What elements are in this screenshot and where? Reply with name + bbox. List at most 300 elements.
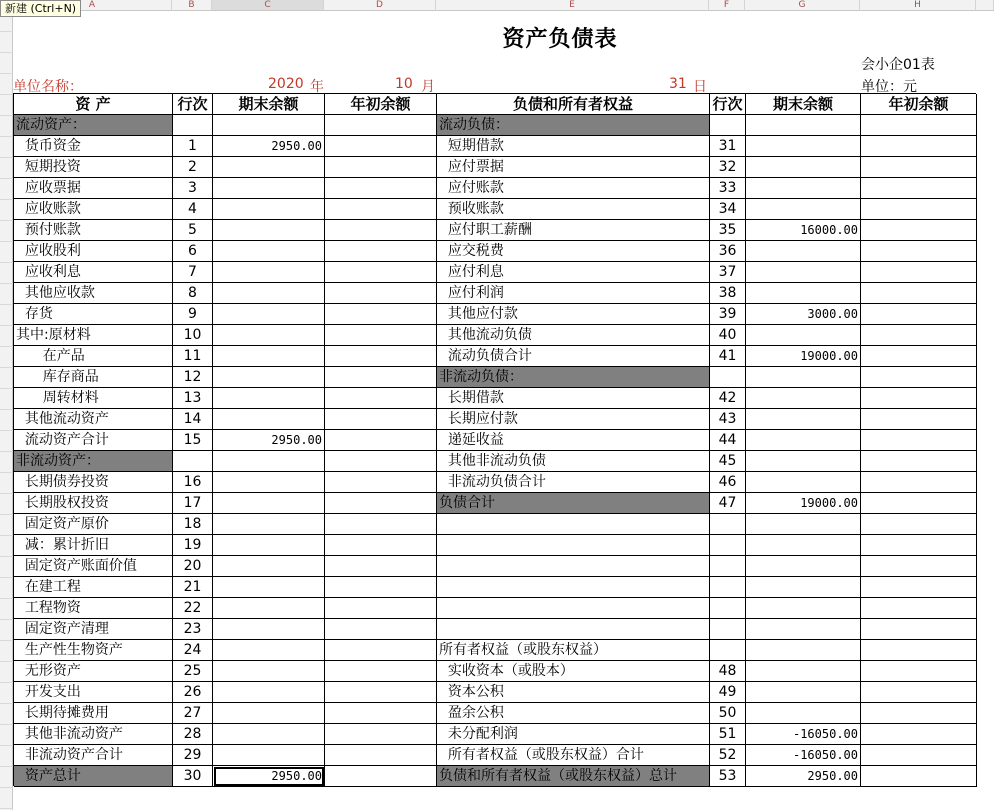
asset-begin-balance-cell[interactable] — [325, 115, 437, 136]
liability-end-balance-cell[interactable]: 19000.00 — [746, 346, 861, 367]
column-header-a[interactable]: A — [13, 0, 172, 11]
liability-end-balance-cell[interactable] — [746, 577, 861, 598]
asset-end-balance-cell[interactable] — [213, 262, 325, 283]
asset-end-balance-cell[interactable] — [213, 367, 325, 388]
liability-end-balance-cell[interactable] — [746, 115, 861, 136]
asset-line-no-cell[interactable]: 18 — [173, 514, 213, 535]
liability-begin-balance-cell[interactable] — [861, 241, 977, 262]
form-code: 会小企01表 — [861, 57, 935, 73]
liability-begin-balance-cell[interactable] — [861, 409, 977, 430]
liability-begin-balance-cell[interactable] — [861, 703, 977, 724]
asset-line-no-cell[interactable]: 22 — [173, 598, 213, 619]
asset-name-cell[interactable]: 长期股权投资 — [14, 493, 173, 514]
liability-begin-balance-cell[interactable] — [861, 598, 977, 619]
asset-name-cell[interactable]: 无形资产 — [14, 661, 173, 682]
liability-end-balance-cell[interactable] — [746, 598, 861, 619]
liability-begin-balance-cell[interactable] — [861, 283, 977, 304]
liability-line-no-cell[interactable]: 33 — [710, 178, 746, 199]
liability-end-balance-cell[interactable]: 3000.00 — [746, 304, 861, 325]
liability-begin-balance-cell[interactable] — [861, 115, 977, 136]
asset-line-no-cell[interactable]: 17 — [173, 493, 213, 514]
asset-end-balance-cell[interactable] — [213, 682, 325, 703]
liability-line-no-cell[interactable] — [710, 556, 746, 577]
liability-name-cell[interactable]: 应付票据 — [437, 157, 710, 178]
liability-begin-balance-cell[interactable] — [861, 514, 977, 535]
asset-name-cell[interactable]: 非流动资产合计 — [14, 745, 173, 766]
liability-name-cell[interactable]: 应付账款 — [437, 178, 710, 199]
asset-line-no-cell[interactable]: 1 — [173, 136, 213, 157]
table-row — [14, 304, 977, 325]
liability-name-cell[interactable]: 其他流动负债 — [437, 325, 710, 346]
asset-line-no-cell[interactable]: 20 — [173, 556, 213, 577]
asset-name-cell[interactable]: 长期待摊费用 — [14, 703, 173, 724]
table-row — [14, 388, 977, 409]
liability-begin-balance-cell[interactable] — [861, 262, 977, 283]
liability-end-balance-cell[interactable] — [746, 682, 861, 703]
asset-begin-balance-cell[interactable] — [325, 577, 437, 598]
liability-end-balance-cell[interactable] — [746, 409, 861, 430]
asset-name-cell[interactable]: 应收票据 — [14, 178, 173, 199]
asset-begin-balance-cell[interactable] — [325, 451, 437, 472]
asset-begin-balance-cell[interactable] — [325, 745, 437, 766]
liability-name-cell[interactable]: 资本公积 — [437, 682, 710, 703]
liability-line-no-cell[interactable]: 41 — [710, 346, 746, 367]
liability-name-cell[interactable]: 长期借款 — [437, 388, 710, 409]
asset-begin-balance-cell[interactable] — [325, 346, 437, 367]
liability-end-balance-cell[interactable] — [746, 661, 861, 682]
asset-end-balance-cell[interactable] — [213, 661, 325, 682]
asset-begin-balance-cell[interactable] — [325, 199, 437, 220]
liability-begin-balance-cell[interactable] — [861, 661, 977, 682]
liability-line-no-cell[interactable]: 46 — [710, 472, 746, 493]
asset-line-no-cell[interactable]: 26 — [173, 682, 213, 703]
liability-end-balance-cell[interactable] — [746, 619, 861, 640]
table-row — [14, 199, 977, 220]
liability-name-cell[interactable]: 负债合计 — [437, 493, 710, 514]
report-title: 资产负债表 — [502, 27, 618, 52]
liability-begin-balance-cell[interactable] — [861, 136, 977, 157]
liability-begin-balance-cell[interactable] — [861, 304, 977, 325]
liability-name-cell[interactable] — [437, 577, 710, 598]
column-header-h[interactable]: H — [860, 0, 976, 11]
liability-line-no-cell[interactable] — [710, 514, 746, 535]
liability-line-no-cell[interactable] — [710, 535, 746, 556]
asset-name-cell[interactable]: 非流动资产： — [14, 451, 173, 472]
asset-end-balance-cell[interactable] — [213, 745, 325, 766]
liability-begin-balance-cell[interactable] — [861, 766, 977, 787]
asset-name-cell[interactable]: 其他流动资产 — [14, 409, 173, 430]
column-header-begin-balance[interactable]: 年初余额 — [325, 94, 437, 115]
liability-line-no-cell[interactable]: 45 — [710, 451, 746, 472]
liability-name-cell[interactable]: 未分配利润 — [437, 724, 710, 745]
asset-begin-balance-cell[interactable] — [325, 514, 437, 535]
liability-line-no-cell[interactable]: 44 — [710, 430, 746, 451]
liability-line-no-cell[interactable]: 43 — [710, 409, 746, 430]
asset-name-cell[interactable]: 在建工程 — [14, 577, 173, 598]
asset-begin-balance-cell[interactable] — [325, 157, 437, 178]
liability-end-balance-cell[interactable] — [746, 703, 861, 724]
liability-line-no-cell[interactable]: 40 — [710, 325, 746, 346]
asset-line-no-cell[interactable]: 16 — [173, 472, 213, 493]
liability-line-no-cell[interactable]: 32 — [710, 157, 746, 178]
liability-line-no-cell[interactable]: 52 — [710, 745, 746, 766]
liability-line-no-cell[interactable]: 36 — [710, 241, 746, 262]
asset-begin-balance-cell[interactable] — [325, 598, 437, 619]
asset-line-no-cell[interactable]: 27 — [173, 703, 213, 724]
row-header-line — [0, 514, 13, 515]
liability-line-no-cell[interactable]: 47 — [710, 493, 746, 514]
liability-begin-balance-cell[interactable] — [861, 157, 977, 178]
asset-line-no-cell[interactable]: 12 — [173, 367, 213, 388]
liability-line-no-cell[interactable]: 31 — [710, 136, 746, 157]
column-header-liabilities[interactable]: 负债和所有者权益 — [437, 94, 710, 115]
asset-line-no-cell[interactable]: 14 — [173, 409, 213, 430]
asset-begin-balance-cell[interactable] — [325, 766, 437, 787]
asset-name-cell[interactable]: 生产性生物资产 — [14, 640, 173, 661]
asset-line-no-cell[interactable] — [173, 115, 213, 136]
column-header-f[interactable]: F — [709, 0, 745, 11]
asset-begin-balance-cell[interactable] — [325, 556, 437, 577]
column-header-end-balance-2[interactable]: 期末余额 — [746, 94, 861, 115]
liability-end-balance-cell[interactable] — [746, 325, 861, 346]
liability-name-cell[interactable]: 流动负债合计 — [437, 346, 710, 367]
liability-begin-balance-cell[interactable] — [861, 535, 977, 556]
asset-end-balance-cell[interactable] — [213, 346, 325, 367]
liability-line-no-cell[interactable]: 35 — [710, 220, 746, 241]
asset-begin-balance-cell[interactable] — [325, 640, 437, 661]
liability-end-balance-cell[interactable] — [746, 388, 861, 409]
liability-begin-balance-cell[interactable] — [861, 451, 977, 472]
asset-line-no-cell[interactable]: 5 — [173, 220, 213, 241]
liability-end-balance-cell[interactable] — [746, 136, 861, 157]
asset-line-no-cell[interactable]: 11 — [173, 346, 213, 367]
liability-name-cell[interactable]: 非流动负债合计 — [437, 472, 710, 493]
asset-line-no-cell[interactable] — [173, 451, 213, 472]
liability-line-no-cell[interactable]: 38 — [710, 283, 746, 304]
column-header-b[interactable]: B — [172, 0, 212, 11]
liability-begin-balance-cell[interactable] — [861, 430, 977, 451]
asset-begin-balance-cell[interactable] — [325, 262, 437, 283]
asset-name-cell[interactable]: 固定资产账面价值 — [14, 556, 173, 577]
liability-end-balance-cell[interactable]: -16050.00 — [746, 745, 861, 766]
liability-begin-balance-cell[interactable] — [861, 199, 977, 220]
asset-name-cell[interactable]: 其他应收款 — [14, 283, 173, 304]
asset-line-no-cell[interactable]: 24 — [173, 640, 213, 661]
asset-begin-balance-cell[interactable] — [325, 304, 437, 325]
asset-end-balance-cell[interactable] — [213, 157, 325, 178]
liability-name-cell[interactable]: 非流动负债： — [437, 367, 710, 388]
liability-name-cell[interactable] — [437, 619, 710, 640]
liability-name-cell[interactable]: 实收资本（或股本） — [437, 661, 710, 682]
asset-name-cell[interactable]: 减：累计折旧 — [14, 535, 173, 556]
asset-line-no-cell[interactable]: 28 — [173, 724, 213, 745]
asset-end-balance-cell[interactable] — [213, 283, 325, 304]
liability-end-balance-cell[interactable] — [746, 367, 861, 388]
report-year: 2020 — [268, 76, 304, 92]
liability-line-no-cell[interactable] — [710, 598, 746, 619]
liability-begin-balance-cell[interactable] — [861, 619, 977, 640]
asset-begin-balance-cell[interactable] — [325, 178, 437, 199]
liability-name-cell[interactable]: 盈余公积 — [437, 703, 710, 724]
liability-begin-balance-cell[interactable] — [861, 388, 977, 409]
column-header-assets[interactable]: 资 产 — [14, 94, 173, 115]
asset-end-balance-cell[interactable] — [213, 178, 325, 199]
liability-begin-balance-cell[interactable] — [861, 493, 977, 514]
liability-end-balance-cell[interactable] — [746, 178, 861, 199]
asset-line-no-cell[interactable]: 6 — [173, 241, 213, 262]
liability-begin-balance-cell[interactable] — [861, 220, 977, 241]
liability-line-no-cell[interactable] — [710, 577, 746, 598]
liability-end-balance-cell[interactable] — [746, 472, 861, 493]
asset-name-cell[interactable]: 开发支出 — [14, 682, 173, 703]
column-header-begin-balance-2[interactable]: 年初余额 — [861, 94, 977, 115]
liability-end-balance-cell[interactable]: 19000.00 — [746, 493, 861, 514]
table-row — [14, 661, 977, 682]
asset-end-balance-cell[interactable] — [213, 199, 325, 220]
asset-line-no-cell[interactable]: 7 — [173, 262, 213, 283]
liability-end-balance-cell[interactable] — [746, 199, 861, 220]
asset-name-cell[interactable]: 其他非流动资产 — [14, 724, 173, 745]
report-month: 10 — [395, 76, 413, 92]
liability-line-no-cell[interactable]: 39 — [710, 304, 746, 325]
liability-line-no-cell[interactable] — [710, 367, 746, 388]
row-header-line — [0, 220, 13, 221]
asset-name-cell[interactable]: 存货 — [14, 304, 173, 325]
asset-end-balance-cell[interactable] — [213, 619, 325, 640]
asset-name-cell[interactable]: 流动资产： — [14, 115, 173, 136]
asset-begin-balance-cell[interactable] — [325, 220, 437, 241]
asset-end-balance-cell[interactable] — [213, 220, 325, 241]
liability-name-cell[interactable]: 长期应付款 — [437, 409, 710, 430]
asset-end-balance-cell[interactable] — [213, 724, 325, 745]
liability-line-no-cell[interactable]: 53 — [710, 766, 746, 787]
liability-name-cell[interactable]: 流动负债： — [437, 115, 710, 136]
liability-line-no-cell[interactable]: 34 — [710, 199, 746, 220]
liability-line-no-cell[interactable]: 51 — [710, 724, 746, 745]
row-header-line — [0, 766, 13, 767]
asset-begin-balance-cell[interactable] — [325, 472, 437, 493]
asset-line-no-cell[interactable]: 21 — [173, 577, 213, 598]
asset-end-balance-cell[interactable] — [213, 325, 325, 346]
liability-end-balance-cell[interactable]: 16000.00 — [746, 220, 861, 241]
asset-name-cell[interactable]: 预付账款 — [14, 220, 173, 241]
asset-name-cell[interactable]: 长期债券投资 — [14, 472, 173, 493]
asset-name-cell[interactable]: 固定资产清理 — [14, 619, 173, 640]
asset-line-no-cell[interactable]: 2 — [173, 157, 213, 178]
liability-line-no-cell[interactable]: 49 — [710, 682, 746, 703]
liability-begin-balance-cell[interactable] — [861, 367, 977, 388]
asset-name-cell[interactable]: 库存商品 — [14, 367, 173, 388]
column-header-e[interactable]: E — [436, 0, 709, 11]
column-header-i[interactable] — [976, 0, 994, 11]
asset-end-balance-cell[interactable] — [213, 241, 325, 262]
asset-line-no-cell[interactable]: 23 — [173, 619, 213, 640]
asset-end-balance-cell[interactable] — [213, 514, 325, 535]
liability-name-cell[interactable]: 递延收益 — [437, 430, 710, 451]
asset-end-balance-cell[interactable] — [213, 640, 325, 661]
asset-begin-balance-cell[interactable] — [325, 724, 437, 745]
asset-end-balance-cell[interactable]: 2950.00 — [213, 430, 325, 451]
liability-name-cell[interactable]: 所有者权益（或股东权益） — [437, 640, 710, 661]
row-header-line — [0, 304, 13, 305]
asset-line-no-cell[interactable]: 10 — [173, 325, 213, 346]
asset-begin-balance-cell[interactable] — [325, 388, 437, 409]
asset-end-balance-cell[interactable] — [213, 304, 325, 325]
row-header-line — [0, 808, 13, 809]
liability-end-balance-cell[interactable] — [746, 451, 861, 472]
asset-begin-balance-cell[interactable] — [325, 535, 437, 556]
row-header-line — [0, 241, 13, 242]
liability-begin-balance-cell[interactable] — [861, 325, 977, 346]
asset-begin-balance-cell[interactable] — [325, 493, 437, 514]
liability-begin-balance-cell[interactable] — [861, 472, 977, 493]
liability-end-balance-cell[interactable] — [746, 535, 861, 556]
liability-line-no-cell[interactable]: 37 — [710, 262, 746, 283]
asset-line-no-cell[interactable]: 9 — [173, 304, 213, 325]
column-header-line-no-2[interactable]: 行次 — [710, 94, 746, 115]
liability-end-balance-cell[interactable] — [746, 283, 861, 304]
table-row — [14, 745, 977, 766]
liability-end-balance-cell[interactable] — [746, 157, 861, 178]
asset-name-cell[interactable]: 应收利息 — [14, 262, 173, 283]
liability-begin-balance-cell[interactable] — [861, 577, 977, 598]
liability-name-cell[interactable] — [437, 556, 710, 577]
asset-name-cell[interactable]: 货币资金 — [14, 136, 173, 157]
liability-end-balance-cell[interactable] — [746, 262, 861, 283]
asset-begin-balance-cell[interactable] — [325, 136, 437, 157]
asset-name-cell[interactable]: 流动资产合计 — [14, 430, 173, 451]
month-unit: 月 — [421, 79, 435, 95]
row-header-line — [0, 577, 13, 578]
asset-begin-balance-cell[interactable] — [325, 325, 437, 346]
liability-line-no-cell[interactable]: 50 — [710, 703, 746, 724]
asset-line-no-cell[interactable]: 30 — [173, 766, 213, 787]
asset-name-cell[interactable]: 工程物资 — [14, 598, 173, 619]
liability-end-balance-cell[interactable]: 2950.00 — [746, 766, 861, 787]
liability-begin-balance-cell[interactable] — [861, 556, 977, 577]
asset-name-cell[interactable]: 短期投资 — [14, 157, 173, 178]
liability-name-cell[interactable]: 应交税费 — [437, 241, 710, 262]
column-header-end-balance[interactable]: 期末余额 — [213, 94, 325, 115]
asset-end-balance-cell[interactable] — [213, 598, 325, 619]
asset-begin-balance-cell[interactable] — [325, 241, 437, 262]
asset-name-cell[interactable]: 应收账款 — [14, 199, 173, 220]
asset-end-balance-cell[interactable] — [213, 409, 325, 430]
liability-begin-balance-cell[interactable] — [861, 178, 977, 199]
asset-line-no-cell[interactable]: 4 — [173, 199, 213, 220]
liability-end-balance-cell[interactable] — [746, 241, 861, 262]
asset-end-balance-cell[interactable] — [213, 115, 325, 136]
liability-name-cell[interactable]: 其他非流动负债 — [437, 451, 710, 472]
column-header-g[interactable]: G — [745, 0, 860, 11]
liability-begin-balance-cell[interactable] — [861, 724, 977, 745]
liability-name-cell[interactable] — [437, 535, 710, 556]
column-header-line-no[interactable]: 行次 — [173, 94, 213, 115]
asset-begin-balance-cell[interactable] — [325, 619, 437, 640]
row-header-line — [0, 430, 13, 431]
liability-name-cell[interactable]: 应付利息 — [437, 262, 710, 283]
liability-end-balance-cell[interactable] — [746, 514, 861, 535]
asset-name-cell[interactable]: 资产总计 — [14, 766, 173, 787]
asset-end-balance-cell[interactable] — [213, 577, 325, 598]
liability-line-no-cell[interactable] — [710, 115, 746, 136]
column-header-d[interactable]: D — [324, 0, 436, 11]
asset-begin-balance-cell[interactable] — [325, 430, 437, 451]
table-row — [14, 577, 977, 598]
asset-line-no-cell[interactable]: 8 — [173, 283, 213, 304]
asset-begin-balance-cell[interactable] — [325, 703, 437, 724]
liability-begin-balance-cell[interactable] — [861, 682, 977, 703]
liability-begin-balance-cell[interactable] — [861, 745, 977, 766]
asset-end-balance-cell[interactable] — [213, 451, 325, 472]
asset-end-balance-cell[interactable] — [213, 556, 325, 577]
asset-end-balance-cell[interactable]: 2950.00 — [213, 136, 325, 157]
asset-begin-balance-cell[interactable] — [325, 661, 437, 682]
asset-line-no-cell[interactable]: 15 — [173, 430, 213, 451]
asset-begin-balance-cell[interactable] — [325, 682, 437, 703]
asset-name-cell[interactable]: 固定资产原价 — [14, 514, 173, 535]
asset-name-cell[interactable]: 其中:原材料 — [14, 325, 173, 346]
asset-line-no-cell[interactable]: 3 — [173, 178, 213, 199]
asset-begin-balance-cell[interactable] — [325, 367, 437, 388]
asset-line-no-cell[interactable]: 13 — [173, 388, 213, 409]
column-header-c[interactable]: C — [212, 0, 324, 11]
row-header-line — [0, 619, 13, 620]
liability-line-no-cell[interactable]: 48 — [710, 661, 746, 682]
asset-end-balance-cell[interactable] — [213, 493, 325, 514]
liability-begin-balance-cell[interactable] — [861, 346, 977, 367]
liability-name-cell[interactable]: 应付职工薪酬 — [437, 220, 710, 241]
asset-begin-balance-cell[interactable] — [325, 409, 437, 430]
liability-line-no-cell[interactable] — [710, 619, 746, 640]
row-header-line — [0, 556, 13, 557]
liability-end-balance-cell[interactable]: -16050.00 — [746, 724, 861, 745]
liability-name-cell[interactable]: 短期借款 — [437, 136, 710, 157]
asset-begin-balance-cell[interactable] — [325, 283, 437, 304]
day-unit: 日 — [693, 79, 707, 95]
liability-begin-balance-cell[interactable] — [861, 640, 977, 661]
liability-name-cell[interactable]: 其他应付款 — [437, 304, 710, 325]
asset-end-balance-cell[interactable] — [213, 388, 325, 409]
table-row — [14, 514, 977, 535]
liability-line-no-cell[interactable]: 42 — [710, 388, 746, 409]
row-header-strip[interactable] — [0, 11, 13, 810]
asset-line-no-cell[interactable]: 29 — [173, 745, 213, 766]
asset-line-no-cell[interactable]: 19 — [173, 535, 213, 556]
liability-name-cell[interactable]: 负债和所有者权益（或股东权益）总计 — [437, 766, 710, 787]
asset-end-balance-cell[interactable] — [213, 535, 325, 556]
liability-line-no-cell[interactable] — [710, 640, 746, 661]
liability-name-cell[interactable]: 所有者权益（或股东权益）合计 — [437, 745, 710, 766]
asset-name-cell[interactable]: 应收股利 — [14, 241, 173, 262]
liability-name-cell[interactable] — [437, 514, 710, 535]
table-row — [14, 283, 977, 304]
liability-name-cell[interactable]: 预收账款 — [437, 199, 710, 220]
asset-line-no-cell[interactable]: 25 — [173, 661, 213, 682]
row-header-line — [0, 535, 13, 536]
asset-name-cell[interactable]: 周转材料 — [14, 388, 173, 409]
asset-end-balance-cell[interactable]: 2950.00 — [213, 766, 325, 787]
liability-name-cell[interactable]: 应付利润 — [437, 283, 710, 304]
liability-end-balance-cell[interactable] — [746, 640, 861, 661]
asset-end-balance-cell[interactable] — [213, 703, 325, 724]
asset-end-balance-cell[interactable] — [213, 472, 325, 493]
asset-name-cell[interactable]: 在产品 — [14, 346, 173, 367]
liability-end-balance-cell[interactable] — [746, 430, 861, 451]
liability-name-cell[interactable] — [437, 598, 710, 619]
table-row — [14, 241, 977, 262]
liability-end-balance-cell[interactable] — [746, 556, 861, 577]
